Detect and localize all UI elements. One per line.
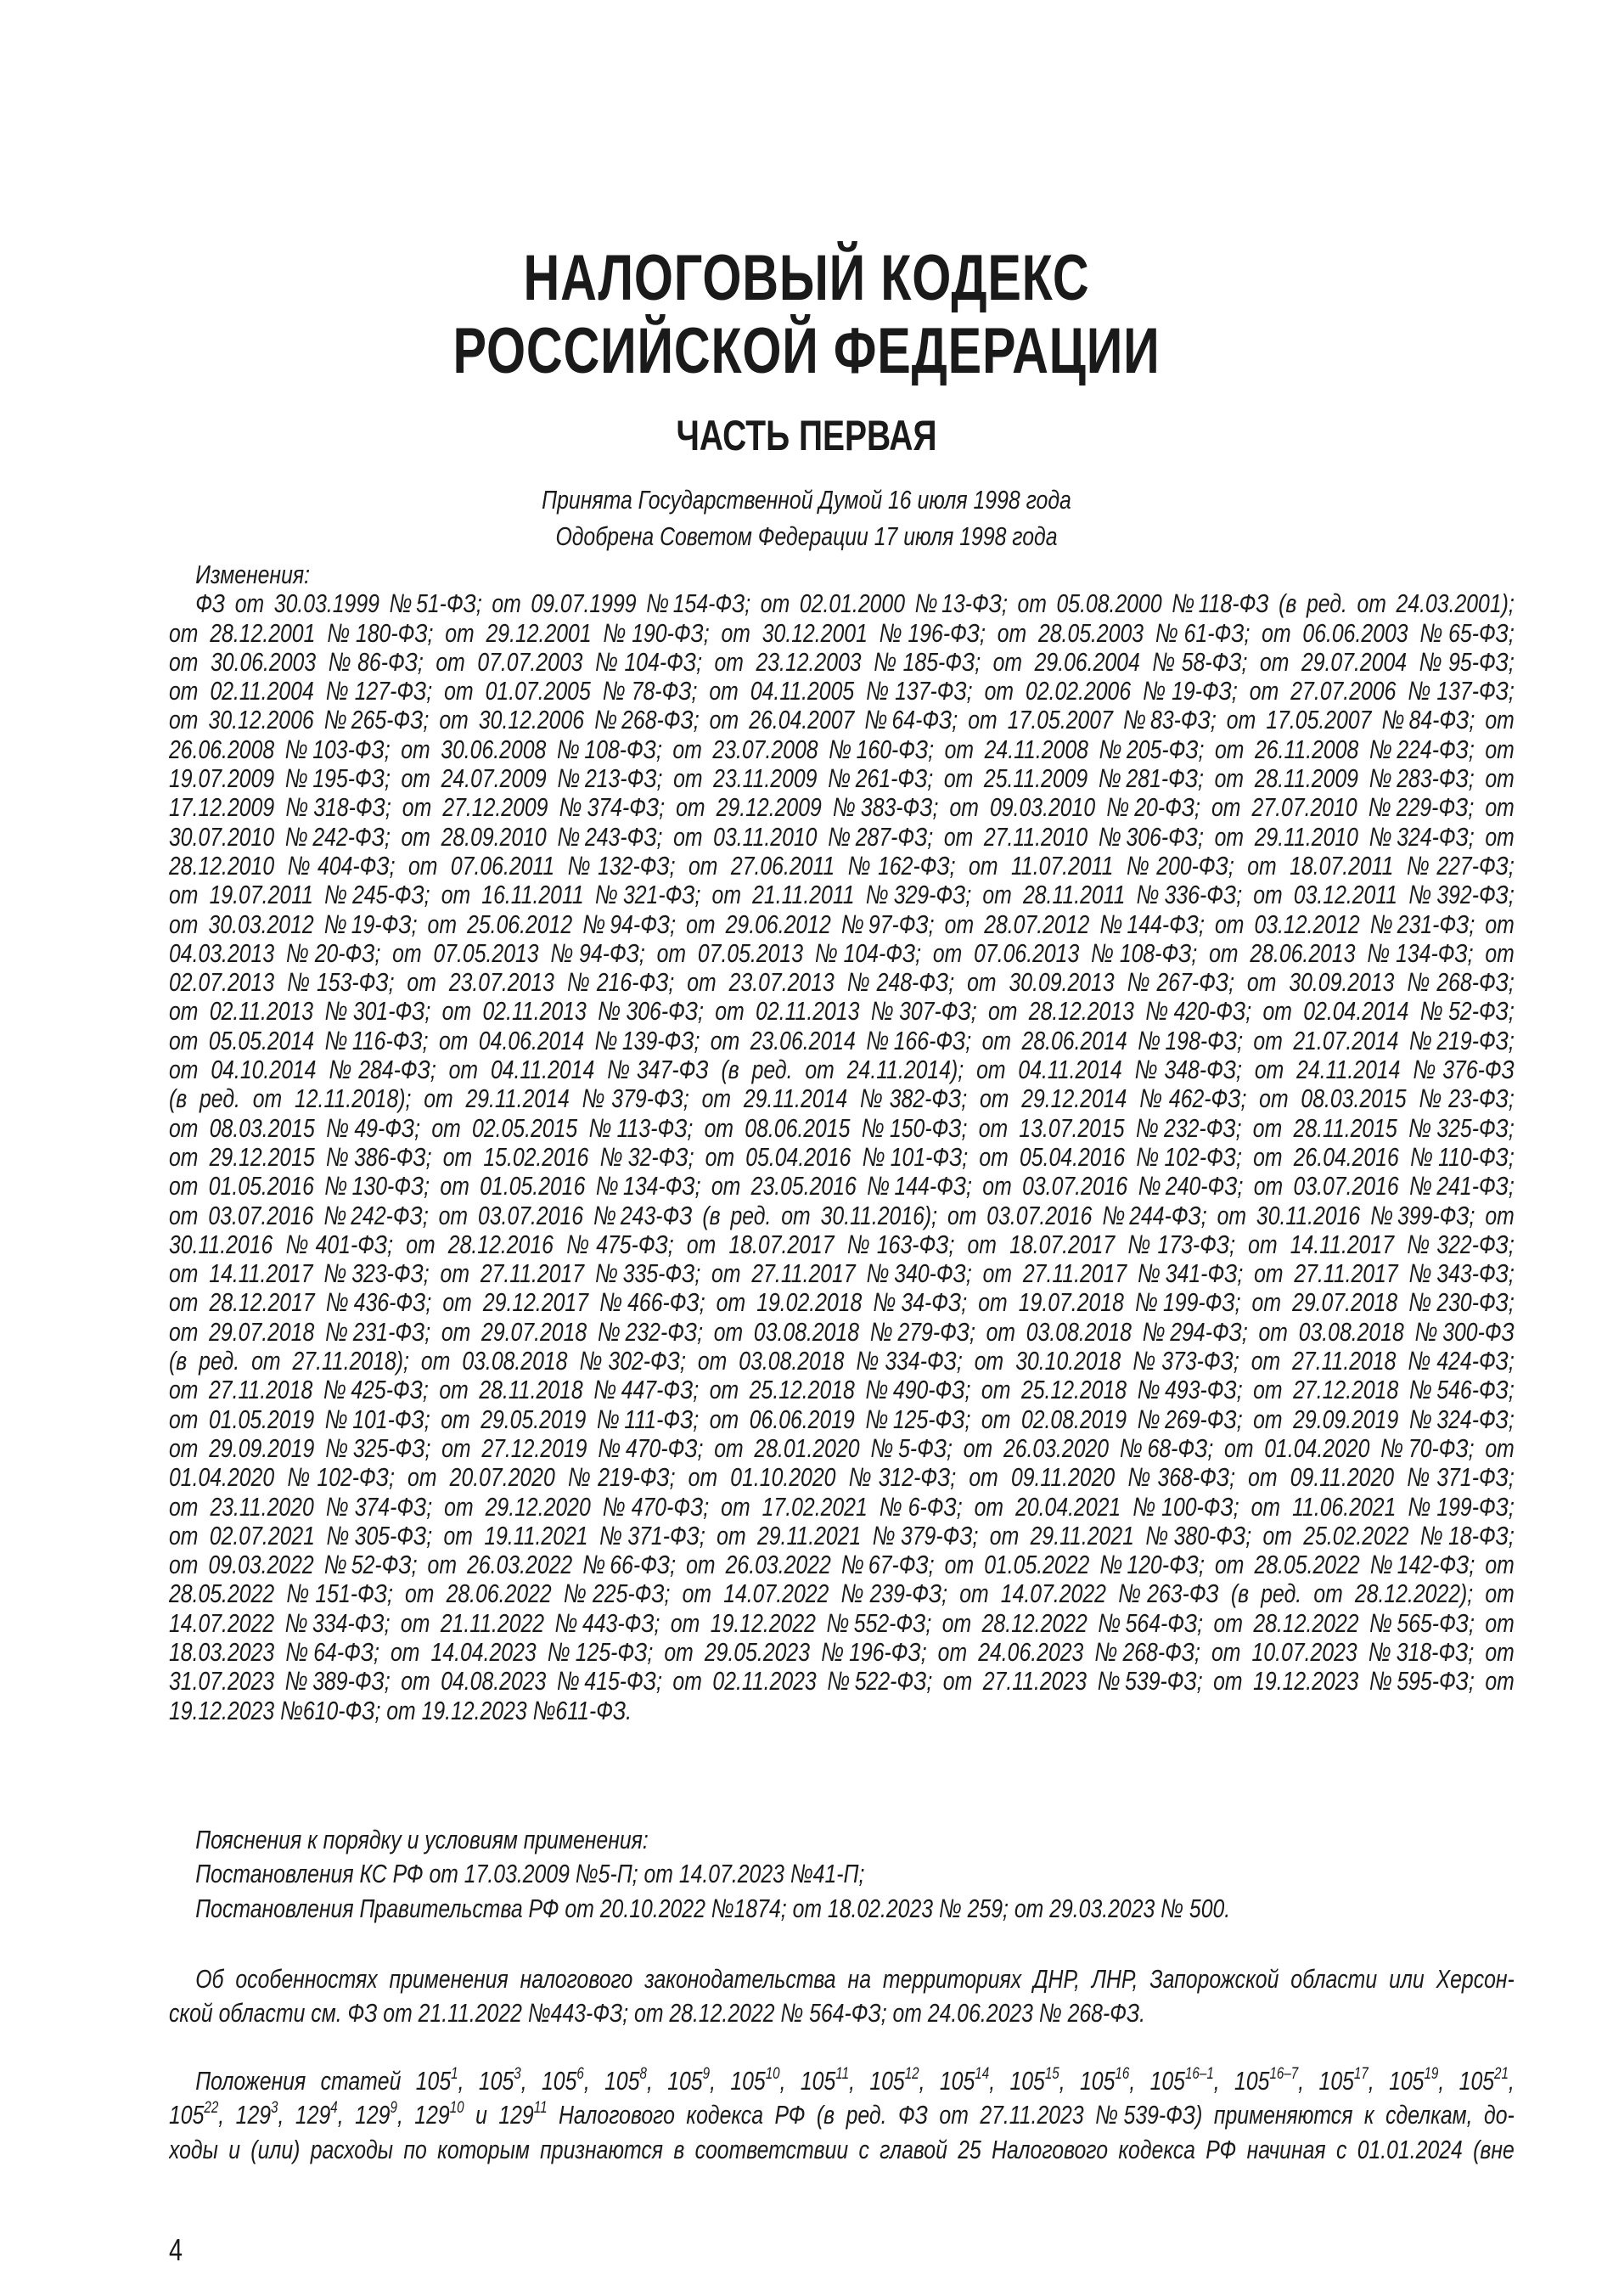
article-superscript: 17: [1353, 2067, 1369, 2083]
text-segment: Налогового кодекса РФ (в ред. ФЗ от 27.11.2023 №539-ФЗ) применяются к сделкам, до-: [547, 2101, 1515, 2130]
change-line: 30.07.2010 №242-ФЗ; от 28.09.2010 №243-ФЗ; от 03.11.2010 №287-ФЗ; от 27.11.2010 №306-ФЗ; от 29.11.2010 №324-ФЗ; от: [169, 822, 1515, 852]
text-segment: , 105: [779, 2067, 836, 2096]
change-line: от 02.11.2004 №127-ФЗ; от 01.07.2005 №78-ФЗ; от 04.11.2005 №137-ФЗ; от 02.02.2006 №19-ФЗ; от 27.07.2006 №137-ФЗ;: [169, 677, 1515, 706]
text-segment: , 105: [1298, 2067, 1354, 2096]
text-segment: , 105: [520, 2067, 577, 2096]
change-line: 26.06.2008 №103-ФЗ; от 30.06.2008 №108-ФЗ; от 23.07.2008 №160-ФЗ; от 24.11.2008 №205-ФЗ; от 26.11.2008 №224-ФЗ; от: [169, 734, 1515, 764]
territories-note-line: Об особенностях применения налогового законодательства на территориях ДНР, ЛНР, Запорожской области или Херсон-: [195, 1965, 1515, 1994]
change-line: 19.07.2009 №195-ФЗ; от 24.07.2009 №213-ФЗ; от 23.11.2009 №261-ФЗ; от 25.11.2009 №281-ФЗ; от 28.11.2009 №283-ФЗ; от: [169, 764, 1515, 794]
article-superscript: 16–1: [1184, 2067, 1214, 2083]
article-superscript: 10: [765, 2067, 780, 2083]
explanations-label: Пояснения к порядку и условиям применения:: [195, 1825, 649, 1854]
text-segment: , 129: [396, 2101, 450, 2130]
change-line: от 08.03.2015 №49-ФЗ; от 02.05.2015 №113-ФЗ; от 08.06.2015 №150-ФЗ; от 13.07.2015 №232-ФЗ; от 28.11.2015 №325-ФЗ;: [169, 1113, 1515, 1143]
part-heading: ЧАСТЬ ПЕРВАЯ: [676, 412, 937, 459]
text-segment: и 129: [464, 2101, 534, 2130]
text-segment: , 105: [1438, 2067, 1495, 2096]
article-superscript: 11: [533, 2101, 548, 2118]
text-segment: , 105: [1368, 2067, 1425, 2096]
territories-note: [169, 1965, 1515, 2029]
text-segment: ходы и (или) расходы по которым признаются в соответствии с главой 25 Налогового кодекса РФ начиная с 01.01.2024 (вне: [169, 2135, 1515, 2164]
change-line: от 09.03.2022 №52-ФЗ; от 26.03.2022 №66-ФЗ; от 26.03.2022 №67-ФЗ; от 01.05.2022 №120-ФЗ; от 28.05.2022 №142-ФЗ; от: [169, 1550, 1515, 1580]
article-superscript: 8: [639, 2067, 647, 2083]
article-superscript: 10: [449, 2101, 464, 2118]
constitutional-court-rulings: Постановления КС РФ от 17.03.2009 №5-П; от 14.07.2023 №41-П;: [195, 1859, 865, 1889]
article-superscript: 6: [576, 2067, 584, 2083]
change-line: от 03.07.2016 №242-ФЗ; от 03.07.2016 №243-ФЗ (в ред. от 30.11.2016); от 03.07.2016 №244-ФЗ; от 30.11.2016 №399-ФЗ; от: [169, 1201, 1515, 1230]
article-superscript: 16: [1115, 2067, 1130, 2083]
text-segment: , 105: [849, 2067, 905, 2096]
change-line: 31.07.2023 №389-ФЗ; от 04.08.2023 №415-ФЗ; от 02.11.2023 №522-ФЗ; от 27.11.2023 №539-ФЗ; от 19.12.2023 №595-ФЗ; от: [169, 1667, 1515, 1697]
change-line: от 27.11.2018 №425-ФЗ; от 28.11.2018 №447-ФЗ; от 25.12.2018 №490-ФЗ; от 25.12.2018 №493-ФЗ; от 27.12.2018 №546-ФЗ;: [169, 1376, 1515, 1405]
article-superscript: 15: [1044, 2067, 1059, 2083]
change-line: от 23.11.2020 №374-ФЗ; от 29.12.2020 №470-ФЗ; от 17.02.2021 №6-ФЗ; от 20.04.2021 №100-ФЗ; от 11.06.2021 №199-ФЗ;: [169, 1492, 1515, 1522]
change-line: ФЗ от 30.03.1999 №51-ФЗ; от 09.07.1999 №154-ФЗ; от 02.01.2000 №13-ФЗ; от 05.08.2000 №118-ФЗ (в ред. от 24.03.2001);: [195, 589, 1515, 619]
change-line: 02.07.2013 №153-ФЗ; от 23.07.2013 №216-ФЗ; от 23.07.2013 №248-ФЗ; от 30.09.2013 №267-ФЗ; от 30.09.2013 №268-ФЗ;: [169, 968, 1515, 998]
change-line: от 14.11.2017 №323-ФЗ; от 27.11.2017 №335-ФЗ; от 27.11.2017 №340-ФЗ; от 27.11.2017 №341-ФЗ; от 27.11.2017 №343-ФЗ;: [169, 1259, 1515, 1289]
article-superscript: 21: [1494, 2067, 1509, 2083]
text-segment: , 129: [218, 2101, 272, 2130]
change-line: 30.11.2016 №401-ФЗ; от 28.12.2016 №475-ФЗ; от 18.07.2017 №163-ФЗ; от 18.07.2017 №173-ФЗ; от 14.11.2017 №322-ФЗ;: [169, 1230, 1515, 1259]
article-superscript: 9: [390, 2101, 397, 2118]
change-line: 17.12.2009 №318-ФЗ; от 27.12.2009 №374-ФЗ; от 29.12.2009 №383-ФЗ; от 09.03.2010 №20-ФЗ; от 27.07.2010 №229-ФЗ; от: [169, 793, 1515, 823]
change-line: от 29.09.2019 №325-ФЗ; от 27.12.2019 №470-ФЗ; от 28.01.2020 №5-ФЗ; от 26.03.2020 №68-ФЗ; от 01.04.2020 №70-ФЗ; от: [169, 1433, 1515, 1463]
text-segment: , 105: [1213, 2067, 1270, 2096]
text-segment: , 129: [337, 2101, 391, 2130]
article-superscript: 11: [835, 2067, 850, 2083]
change-line: 18.03.2023 №64-ФЗ; от 14.04.2023 №125-ФЗ; от 29.05.2023 №196-ФЗ; от 24.06.2023 №268-ФЗ; от 10.07.2023 №318-ФЗ; от: [169, 1637, 1515, 1667]
change-line: от 19.07.2011 №245-ФЗ; от 16.11.2011 №321-ФЗ; от 21.11.2011 №329-ФЗ; от 28.11.2011 №336-ФЗ; от 03.12.2011 №392-ФЗ;: [169, 881, 1515, 910]
article-superscript: 3: [514, 2067, 521, 2083]
change-line: 04.03.2013 №20-ФЗ; от 07.05.2013 №94-ФЗ; от 07.05.2013 №104-ФЗ; от 07.06.2013 №108-ФЗ; от 28.06.2013 №134-ФЗ; от: [169, 938, 1515, 968]
text-segment: , 105: [710, 2067, 766, 2096]
change-line: 14.07.2022 №334-ФЗ; от 21.11.2022 №443-ФЗ; от 19.12.2022 №552-ФЗ; от 28.12.2022 №564-ФЗ; от 28.12.2022 №565-ФЗ; от: [169, 1608, 1515, 1638]
text-segment: , 105: [583, 2067, 640, 2096]
provisions-note-line: [169, 2101, 1515, 2130]
change-line: от 05.05.2014 №116-ФЗ; от 04.06.2014 №139-ФЗ; от 23.06.2014 №166-ФЗ; от 28.06.2014 №198-ФЗ; от 21.07.2014 №219-ФЗ;: [169, 1026, 1515, 1055]
article-superscript: 3: [271, 2101, 278, 2118]
article-superscript: 4: [330, 2101, 338, 2118]
article-superscript: 16–7: [1269, 2067, 1299, 2083]
text-segment: , 105: [919, 2067, 975, 2096]
changes-section: [169, 560, 1515, 1725]
change-line: от 02.07.2021 №305-ФЗ; от 19.11.2021 №371-ФЗ; от 29.11.2021 №379-ФЗ; от 29.11.2021 №380-ФЗ; от 25.02.2022 №18-ФЗ;: [169, 1521, 1515, 1550]
change-line: от 28.12.2001 №180-ФЗ; от 29.12.2001 №190-ФЗ; от 30.12.2001 №196-ФЗ; от 28.05.2003 №61-ФЗ; от 06.06.2003 №65-ФЗ;: [169, 618, 1515, 648]
adopted-by-duma: Принята Государственной Думой 16 июля 1998 года: [542, 485, 1071, 515]
text-segment: , 105: [989, 2067, 1045, 2096]
explanations-section: [169, 1826, 1515, 1923]
territories-note-line: ской области см. ФЗ от 21.11.2022 №443-ФЗ; от 28.12.2022 № 564-ФЗ; от 24.06.2023 № 268-ФЗ.: [169, 1998, 1146, 2029]
page-number: 4: [169, 2232, 183, 2267]
change-line: 01.04.2020 №102-ФЗ; от 20.07.2020 №219-ФЗ; от 01.10.2020 №312-ФЗ; от 09.11.2020 №368-ФЗ; от 09.11.2020 №371-ФЗ;: [169, 1463, 1515, 1493]
document-title-line-2: РОССИЙСКОЙ ФЕДЕРАЦИИ: [452, 315, 1161, 387]
provisions-note-line: [169, 2136, 1515, 2164]
change-line: от 30.12.2006 №265-ФЗ; от 30.12.2006 №268-ФЗ; от 26.04.2007 №64-ФЗ; от 17.05.2007 №83-ФЗ; от 17.05.2007 №84-ФЗ; от: [169, 706, 1515, 735]
change-line: (в ред. от 12.11.2018); от 29.11.2014 №379-ФЗ; от 29.11.2014 №382-ФЗ; от 29.12.2014 №462-ФЗ; от 08.03.2015 №23-ФЗ;: [169, 1084, 1515, 1114]
change-line: от 29.07.2018 №231-ФЗ; от 29.07.2018 №232-ФЗ; от 03.08.2018 №279-ФЗ; от 03.08.2018 №294-ФЗ; от 03.08.2018 №300-ФЗ: [169, 1317, 1515, 1347]
change-line: от 28.12.2017 №436-ФЗ; от 29.12.2017 №466-ФЗ; от 19.02.2018 №34-ФЗ; от 19.07.2018 №199-ФЗ; от 29.07.2018 №230-ФЗ;: [169, 1288, 1515, 1318]
change-line: 28.12.2010 №404-ФЗ; от 07.06.2011 №132-ФЗ; от 27.06.2011 №162-ФЗ; от 11.07.2011 №200-ФЗ; от 18.07.2011 №227-ФЗ;: [169, 851, 1515, 881]
text-segment: Положения статей 105: [195, 2067, 452, 2096]
article-superscript: 22: [204, 2101, 219, 2118]
article-superscript: 1: [451, 2067, 458, 2083]
change-line: от 30.03.2012 №19-ФЗ; от 25.06.2012 №94-ФЗ; от 29.06.2012 №97-ФЗ; от 28.07.2012 №144-ФЗ; от 03.12.2012 №231-ФЗ; от: [169, 909, 1515, 939]
government-rulings: Постановления Правительства РФ от 20.10.2022 №1874; от 18.02.2023 № 259; от 29.03.2023 № 500.: [195, 1893, 1231, 1923]
document-title-line-1: НАЛОГОВЫЙ КОДЕКС: [523, 242, 1090, 314]
text-segment: 105: [169, 2101, 205, 2130]
article-superscript: 12: [904, 2067, 919, 2083]
article-superscript: 14: [975, 2067, 990, 2083]
change-line: от 30.06.2003 №86-ФЗ; от 07.07.2003 №104-ФЗ; от 23.12.2003 №185-ФЗ; от 29.06.2004 №58-ФЗ; от 29.07.2004 №95-ФЗ;: [169, 647, 1515, 677]
change-line: от 29.12.2015 №386-ФЗ; от 15.02.2016 №32-ФЗ; от 05.04.2016 №101-ФЗ; от 05.04.2016 №102-ФЗ; от 26.04.2016 №110-ФЗ;: [169, 1142, 1515, 1172]
change-line: от 02.11.2013 №301-ФЗ; от 02.11.2013 №306-ФЗ; от 02.11.2013 №307-ФЗ; от 28.12.2013 №420-ФЗ; от 02.04.2014 №52-ФЗ;: [169, 997, 1515, 1027]
article-superscript: 9: [702, 2067, 711, 2083]
change-line: от 01.05.2019 №101-ФЗ; от 29.05.2019 №111-ФЗ; от 06.06.2019 №125-ФЗ; от 02.08.2019 №269-ФЗ; от 29.09.2019 №324-ФЗ;: [169, 1404, 1515, 1434]
change-line: 28.05.2022 №151-ФЗ; от 28.06.2022 №225-ФЗ; от 14.07.2022 №239-ФЗ; от 14.07.2022 №263-ФЗ (в ред. от 28.12.2022); от: [169, 1579, 1515, 1609]
change-line: от 04.10.2014 №284-ФЗ; от 04.11.2014 №347-ФЗ (в ред. от 24.11.2014); от 04.11.2014 №348-ФЗ; от 24.11.2014 №376-ФЗ: [169, 1055, 1515, 1085]
article-superscript: 19: [1424, 2067, 1439, 2083]
changes-label: Изменения:: [195, 560, 311, 589]
change-line: от 01.05.2016 №130-ФЗ; от 01.05.2016 №134-ФЗ; от 23.05.2016 №144-ФЗ; от 03.07.2016 №240-ФЗ; от 03.07.2016 №241-ФЗ;: [169, 1172, 1515, 1201]
changes-list: [169, 589, 1515, 1725]
text-segment: , 105: [646, 2067, 703, 2096]
change-line: (в ред. от 27.11.2018); от 03.08.2018 №302-ФЗ; от 03.08.2018 №334-ФЗ; от 30.10.2018 №373-ФЗ; от 27.11.2018 №424-ФЗ;: [169, 1347, 1515, 1376]
text-segment: , 105: [1059, 2067, 1116, 2096]
text-segment: , 105: [458, 2067, 514, 2096]
provisions-note: [169, 2067, 1515, 2164]
text-segment: , 129: [278, 2101, 331, 2130]
text-segment: , 105: [1129, 2067, 1185, 2096]
change-line: 19.12.2023 №610-ФЗ; от 19.12.2023 №611-ФЗ.: [169, 1695, 632, 1725]
provisions-note-line: [169, 2067, 1515, 2096]
approved-by-council: Одобрена Советом Федерации 17 июля 1998 года: [555, 521, 1058, 551]
text-segment: ,: [1508, 2067, 1515, 2096]
